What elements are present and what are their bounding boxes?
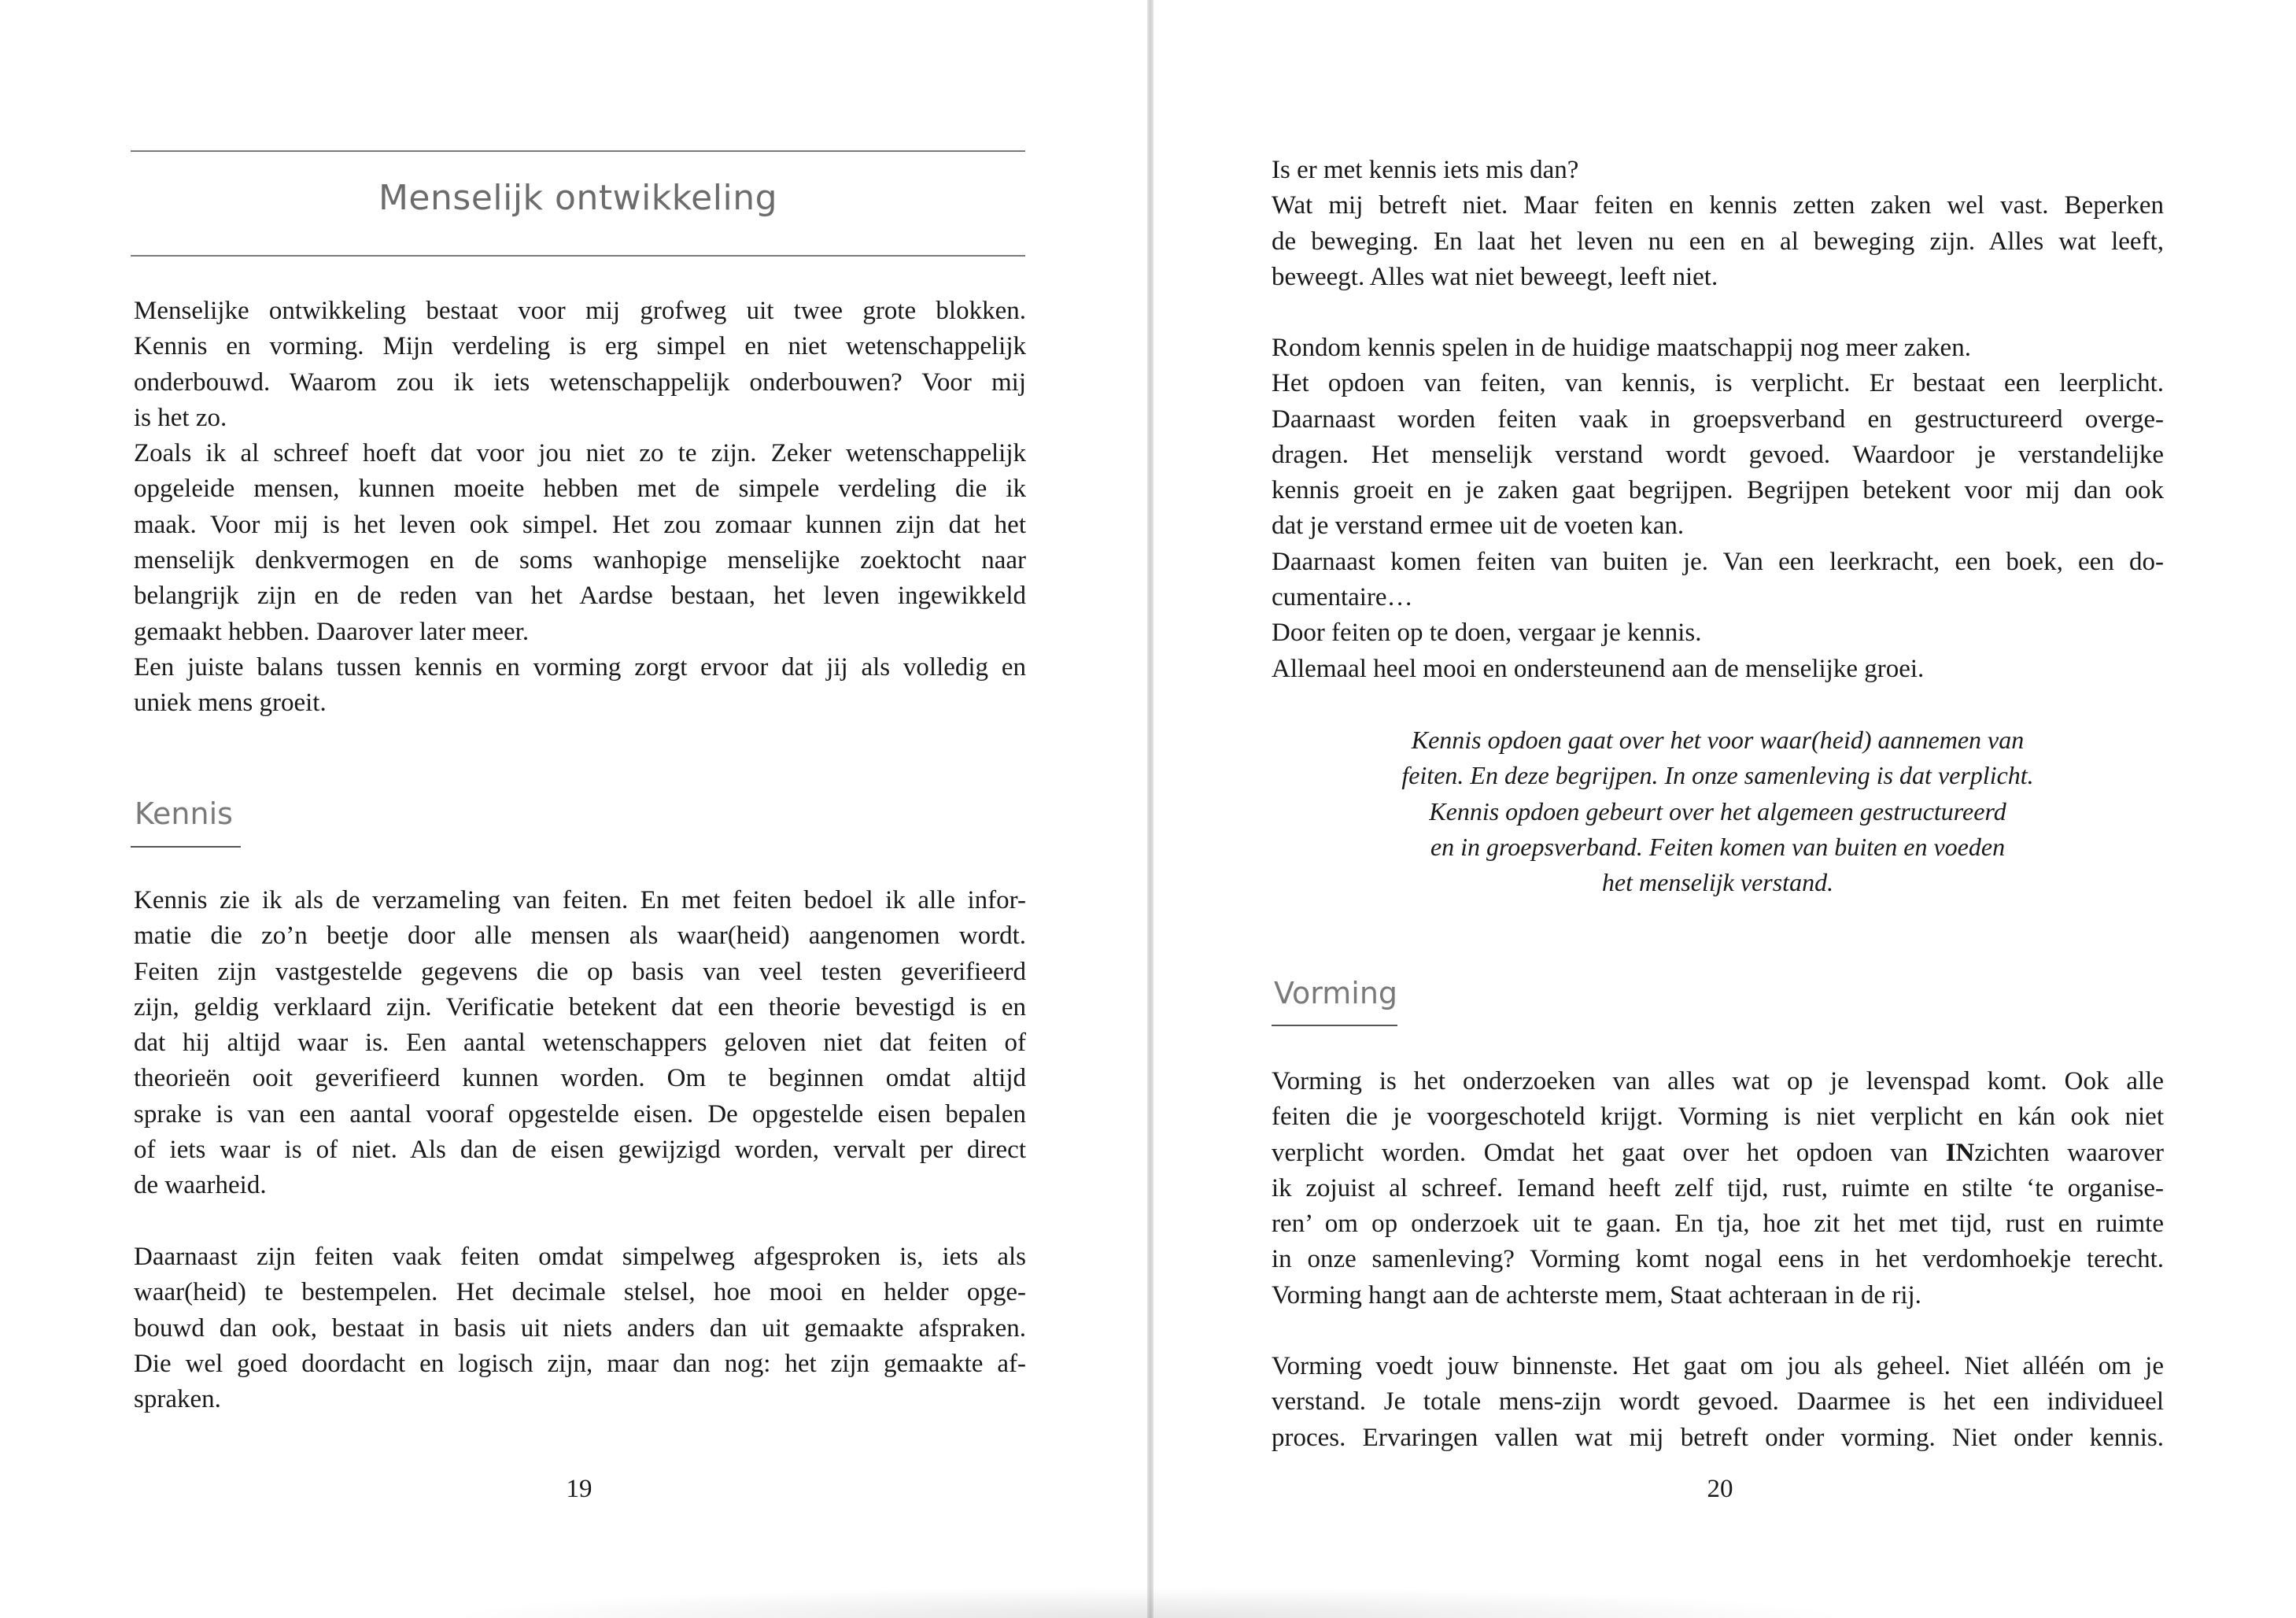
text-line: ren’ om op onderzoek uit te gaan. En tja, hoe zit het met tijd, rust en ruimte — [1272, 1210, 2164, 1239]
vorming-paragraph-2 — [1272, 1349, 2164, 1456]
text-line: theorieën ooit geverifieerd kunnen worden. Om te beginnen omdat altijd — [134, 1064, 1026, 1093]
text-line: dat je verstand ermee uit de voeten kan. — [1272, 512, 1685, 541]
title-top-rule — [131, 150, 1025, 152]
section-heading-rule — [1272, 1025, 1397, 1026]
section-heading-vorming: Vorming — [1274, 976, 1398, 1010]
text-line: Vorming hangt aan de achterste mem, Staat achteraan in de rij. — [1272, 1280, 1921, 1310]
right-paragraph-2 — [1272, 331, 2164, 687]
text-line: sprake is van een aantal vooraf opgestelde eisen. De opgestelde eisen bepalen — [134, 1099, 1026, 1129]
page-number-left: 19 — [566, 1475, 592, 1503]
text-line: of iets waar is of niet. Als dan de eisen gewijzigd worden, vervalt per direct — [134, 1136, 1026, 1165]
text-line — [1272, 1136, 2164, 1171]
text-line: Is er met kennis iets mis dan? — [1272, 156, 1579, 184]
quote-line: Kennis opdoen gaat over het voor waar(heid) aannemen van — [1411, 726, 2025, 754]
text-line: uniek mens groeit. — [134, 689, 327, 718]
right-page — [1154, 0, 2296, 1618]
text-line: feiten die je voorgeschoteld krijgt. Vorming is niet verplicht en kán ook niet — [1272, 1103, 2164, 1132]
text-line: bouwd dan ook, bestaat in basis uit niets anders dan uit gemaakte afspraken. — [134, 1313, 1026, 1343]
text-line: Vorming voedt jouw binnenste. Het gaat om jou als geheel. Niet alléén om je — [1272, 1352, 2164, 1380]
text-line: Rondom kennis spelen in de huidige maatschappij nog meer zaken. — [1272, 334, 1971, 362]
text-line: Kennis en vorming. Mijn verdeling is erg simpel en niet wetenschappelijk — [134, 332, 1026, 361]
text-line: beweegt. Alles wat niet beweegt, leeft niet. — [1272, 262, 1718, 291]
text-line: Wat mij betreft niet. Maar feiten en kennis zetten zaken wel vast. Beperken — [1272, 191, 2164, 220]
kennis-paragraph-2 — [134, 1239, 1026, 1417]
text-line: is het zo. — [134, 403, 227, 432]
text-line: kennis groeit en je zaken gaat begrijpen. Begrijpen betekent voor mij dan ook — [1272, 476, 2164, 505]
title-bottom-rule — [131, 255, 1025, 257]
quote-line: het menselijk verstand. — [1601, 868, 1834, 897]
intro-paragraph — [134, 294, 1026, 722]
text-line: onderbouwd. Waarom zou ik iets wetenschappelijk onderbouwen? Voor mij — [134, 368, 1026, 397]
text-line: belangrijk zijn en de reden van het Aardse bestaan, het leven ingewikkeld — [134, 582, 1026, 611]
text-line: de waarheid. — [134, 1171, 267, 1200]
chapter-title: Menselijk ontwikkeling — [378, 178, 778, 218]
text-line: Vorming is het onderzoeken van alles wat op je levenspad komt. Ook alle — [1272, 1067, 2164, 1095]
text-line: opgeleide mensen, kunnen moeite hebben met de simpele verdeling die ik — [134, 475, 1026, 504]
text-line: Zoals ik al schreef hoeft dat voor jou niet zo te zijn. Zeker wetenschappelijk — [134, 439, 1026, 468]
text-line: ik zojuist al schreef. Iemand heeft zelf tijd, rust, ruimte en stilte ‘te organise- — [1272, 1173, 2164, 1202]
text-line: Die wel goed doordacht en logisch zijn, maar dan nog: het zijn gemaakte af- — [134, 1349, 1026, 1378]
text-line: zijn, geldig verklaard zijn. Verificatie betekent dat een theorie bevestigd is en — [134, 992, 1026, 1021]
left-page — [0, 0, 1147, 1618]
text-line: Menselijke ontwikkeling bestaat voor mij grofweg uit twee grote blokken. — [134, 297, 1026, 325]
text-line: de beweging. En laat het leven nu een en al beweging zijn. Alles wat leeft, — [1272, 227, 2164, 256]
text-line: gemaakt hebben. Daarover later meer. — [134, 617, 530, 646]
text-span: zichten waarover — [1974, 1138, 2164, 1167]
quote-line: feiten. En deze begrijpen. In onze samenleving is dat verplicht. — [1401, 761, 2034, 790]
text-line: Het opdoen van feiten, van kennis, is verplicht. Er bestaat een leerplicht. — [1272, 369, 2164, 398]
text-line: Allemaal heel mooi en ondersteunend aan de menselijke groei. — [1272, 654, 1925, 683]
quote-line: Kennis opdoen gebeurt over het algemeen gestructureerd — [1429, 796, 2006, 826]
text-line: Daarnaast worden feiten vaak in groepsverband en gestructureerd overge- — [1272, 404, 2164, 434]
right-paragraph-1 — [1272, 153, 2164, 295]
vorming-paragraph-1 — [1272, 1064, 2164, 1313]
quote-line: en in groepsverband. Feiten komen van buiten en voeden — [1430, 832, 2006, 861]
text-line: spraken. — [134, 1385, 221, 1414]
text-line: verstand. Je totale mens-zijn wordt gevoed. Daarmee is het een individueel — [1272, 1387, 2164, 1417]
text-line: Daarnaast komen feiten van buiten je. Van een leerkracht, een boek, een do- — [1272, 547, 2164, 576]
text-line: matie die zo’n beetje door alle mensen als waar(heid) aangenomen wordt. — [134, 922, 1026, 951]
text-line: Een juiste balans tussen kennis en vorming zorgt ervoor dat jij als volledig en — [134, 652, 1026, 682]
kennis-paragraph-1 — [134, 883, 1026, 1204]
text-line: maak. Voor mij is het leven ook simpel. Het zou zomaar kunnen zijn dat het — [134, 510, 1026, 539]
bold-text: IN — [1945, 1138, 1975, 1167]
text-line: in onze samenleving? Vorming komt nogal eens in het verdomhoekje terecht. — [1272, 1245, 2164, 1274]
pull-quote — [1350, 722, 2085, 900]
text-line: menselijk denkvermogen en de soms wanhopige menselijke zoektocht naar — [134, 546, 1026, 575]
text-line: waar(heid) te bestempelen. Het decimale stelsel, hoe mooi en helder opge- — [134, 1278, 1026, 1307]
page-number-right: 20 — [1707, 1475, 1733, 1503]
text-line: Door feiten op te doen, vergaar je kennis. — [1272, 619, 1702, 648]
text-line: dat hij altijd waar is. Een aantal wetenschappers geloven niet dat feiten of — [134, 1029, 1026, 1058]
section-heading-kennis: Kennis — [135, 796, 233, 831]
text-line: Kennis zie ik als de verzameling van feiten. En met feiten bedoel ik alle infor- — [134, 886, 1026, 914]
text-line: dragen. Het menselijk verstand wordt gevoed. Waardoor je verstandelijke — [1272, 440, 2164, 469]
text-line: cumentaire… — [1272, 583, 1413, 612]
text-line: proces. Ervaringen vallen wat mij betreft onder vorming. Niet onder kennis. — [1272, 1423, 2164, 1452]
section-heading-rule — [131, 846, 241, 848]
text-span: verplicht worden. Omdat het gaat over het opdoen van — [1272, 1138, 1946, 1167]
text-line: Feiten zijn vastgestelde gegevens die op basis van veel testen geverifieerd — [134, 957, 1026, 986]
text-line: Daarnaast zijn feiten vaak feiten omdat simpelweg afgesproken is, iets als — [134, 1243, 1026, 1271]
book-gutter — [1147, 0, 1154, 1618]
